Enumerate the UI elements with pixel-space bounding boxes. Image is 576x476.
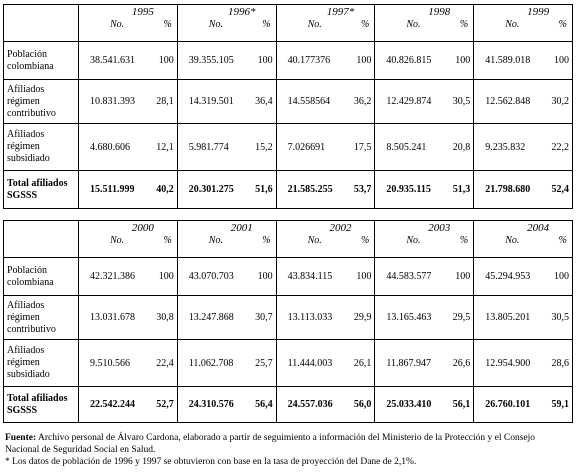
col-no-label: No. (307, 235, 322, 246)
table-row (4, 296, 573, 340)
count-value: 4.680.606 (90, 141, 130, 153)
count-value: 39.355.105 (188, 55, 234, 66)
year-label: 1995 (131, 6, 154, 18)
percent-value: 100 (158, 271, 174, 282)
count-value: 12.562.848 (485, 96, 531, 107)
percent-value: 100 (455, 271, 471, 282)
data-cell (79, 258, 178, 296)
percent-value: 56,1 (452, 399, 471, 410)
col-pct-label: % (163, 235, 172, 246)
count-value: 13.031.678 (90, 312, 135, 323)
count-value: 12.429.874 (386, 96, 432, 107)
percent-value: 20,8 (452, 141, 471, 153)
year-label: 2004 (527, 222, 550, 234)
year-header (79, 221, 178, 258)
percent-value: 29,9 (353, 312, 372, 323)
year-header (474, 221, 573, 258)
percent-value: 22,4 (156, 357, 174, 369)
data-cell (375, 258, 474, 296)
count-value: 24.557.036 (287, 399, 333, 410)
percent-value: 36,4 (255, 96, 273, 107)
percent-value: 52,4 (551, 184, 569, 195)
percent-value: 30,8 (156, 312, 174, 323)
col-pct-label: % (459, 235, 469, 246)
data-cell (177, 296, 276, 340)
affiliation-table-2000-2004 (3, 220, 573, 423)
row-label: Afiliados régimen contributivo (4, 296, 79, 340)
row-label: Población colombiana (4, 42, 79, 80)
data-cell (375, 124, 474, 171)
row-label: Afiliados régimen subsidiado (4, 124, 79, 171)
col-no-label: No. (505, 19, 520, 30)
year-label: 2000 (131, 222, 154, 234)
count-value: 38.541.631 (90, 55, 135, 66)
data-cell (79, 80, 178, 124)
count-value: 5.981.774 (188, 141, 229, 153)
data-cell (375, 42, 474, 80)
percent-value: 100 (455, 55, 471, 66)
year-header (474, 5, 573, 42)
source-note (5, 432, 571, 456)
count-value: 43.834.115 (287, 271, 333, 282)
data-cell (276, 387, 375, 423)
data-cell (375, 80, 474, 124)
data-cell (79, 340, 178, 387)
data-cell (177, 42, 276, 80)
year-header (79, 5, 178, 42)
percent-value: 100 (356, 271, 372, 282)
percent-value: 100 (356, 55, 372, 66)
count-value: 15.511.999 (90, 184, 135, 195)
data-cell (474, 80, 573, 124)
percent-value: 28,6 (551, 357, 569, 369)
data-cell (177, 124, 276, 171)
count-value: 40.177376 (287, 55, 331, 66)
count-value: 44.583.577 (386, 271, 432, 282)
source-text: Archivo personal de Álvaro Cardona, elaborado a partir de seguimiento a información del Ministerio de la Protección y el Consejo Nacional de Seguridad Social en Salud. (5, 433, 536, 455)
count-value: 10.831.393 (90, 96, 135, 107)
percent-value: 25,7 (255, 357, 273, 369)
source-label: Fuente: (5, 433, 37, 443)
data-cell (276, 124, 375, 171)
count-value: 21.585.255 (287, 184, 333, 195)
data-cell (79, 171, 178, 209)
percent-value: 30,5 (452, 96, 471, 107)
year-header (177, 221, 276, 258)
data-cell (375, 296, 474, 340)
data-cell (474, 296, 573, 340)
data-cell (276, 340, 375, 387)
count-value: 14.319.501 (188, 96, 234, 107)
count-value: 45.294.953 (485, 271, 531, 282)
table-row (4, 124, 573, 171)
table-row (4, 258, 573, 296)
percent-value: 26,6 (452, 357, 471, 369)
year-header (375, 221, 474, 258)
count-value: 14.558564 (287, 96, 331, 107)
data-cell (474, 340, 573, 387)
count-value: 40.826.815 (386, 55, 432, 66)
count-value: 11.867.947 (386, 357, 432, 369)
year-label: 1996* (227, 6, 256, 18)
col-no-label: No. (505, 235, 520, 246)
data-cell (474, 171, 573, 209)
count-value: 22.542.244 (90, 399, 135, 410)
percent-value: 100 (257, 271, 273, 282)
table-row (4, 42, 573, 80)
percent-value: 15,2 (255, 141, 273, 153)
percent-value: 30,7 (255, 312, 273, 323)
count-value: 21.798.680 (485, 184, 531, 195)
data-cell (474, 124, 573, 171)
count-value: 20.301.275 (188, 184, 234, 195)
count-value: 25.033.410 (386, 399, 432, 410)
data-cell (79, 387, 178, 423)
data-cell (276, 258, 375, 296)
data-cell (375, 340, 474, 387)
year-header-row (4, 5, 573, 42)
count-value: 20.935.115 (386, 184, 431, 195)
year-label: 2002 (329, 222, 352, 234)
count-value: 13.165.463 (386, 312, 432, 323)
percent-value: 12,1 (156, 141, 174, 153)
data-cell (177, 387, 276, 423)
col-no-label: No. (110, 235, 125, 246)
data-cell (276, 171, 375, 209)
percent-value: 30,2 (551, 96, 569, 107)
percent-value: 51,3 (452, 184, 471, 195)
count-value: 43.070.703 (188, 271, 234, 282)
data-cell (177, 258, 276, 296)
col-no-label: No. (208, 235, 223, 246)
row-label: Total afiliados SGSSS (4, 387, 79, 423)
data-cell (375, 387, 474, 423)
total-row (4, 387, 573, 423)
percent-value: 40,2 (156, 184, 174, 195)
footnote: * Los datos de población de 1996 y 1997 se obtuvieron con base en la tasa de proyección del Dane de 2,1%. (5, 457, 417, 467)
table-row (4, 340, 573, 387)
col-no-label: No. (406, 19, 421, 30)
year-label: 2001 (230, 222, 253, 234)
data-cell (474, 258, 573, 296)
col-pct-label: % (558, 19, 567, 30)
percent-value: 28,1 (156, 96, 174, 107)
data-cell (276, 42, 375, 80)
count-value: 41.589.018 (485, 55, 531, 66)
col-no-label: No. (110, 19, 125, 30)
affiliation-table-1995-1999 (3, 4, 573, 209)
year-label: 1997* (326, 6, 355, 18)
count-value: 26.760.101 (485, 399, 531, 410)
corner-cell (4, 5, 79, 42)
percent-value: 36,2 (353, 96, 372, 107)
count-value: 13.805.201 (485, 312, 531, 323)
data-cell (474, 387, 573, 423)
count-value: 11.062.708 (188, 357, 234, 369)
year-header-row (4, 221, 573, 258)
col-pct-label: % (262, 19, 271, 30)
data-cell (177, 340, 276, 387)
row-label: Total afiliados SGSSS (4, 171, 79, 209)
count-value: 24.310.576 (188, 399, 234, 410)
percent-value: 30,5 (551, 312, 569, 323)
data-cell (79, 42, 178, 80)
percent-value: 59,1 (551, 399, 569, 410)
corner-cell (4, 221, 79, 258)
year-header (276, 221, 375, 258)
data-cell (276, 296, 375, 340)
count-value: 9.235.832 (485, 141, 526, 153)
table-row (4, 80, 573, 124)
count-value: 13.113.033 (287, 312, 333, 323)
count-value: 9.510.566 (90, 357, 130, 369)
count-value: 11.444.003 (287, 357, 333, 369)
total-row (4, 171, 573, 209)
count-value: 7.026691 (287, 141, 326, 153)
count-value: 13.247.868 (188, 312, 234, 323)
year-header (276, 5, 375, 42)
percent-value: 56,0 (353, 399, 372, 410)
year-label: 1998 (428, 6, 451, 18)
percent-value: 53,7 (353, 184, 372, 195)
data-cell (79, 124, 178, 171)
col-no-label: No. (307, 19, 322, 30)
percent-value: 51,6 (255, 184, 273, 195)
count-value: 42.321.386 (90, 271, 135, 282)
year-header (177, 5, 276, 42)
percent-value: 56,4 (255, 399, 273, 410)
col-no-label: No. (406, 235, 421, 246)
count-value: 8.505.241 (386, 141, 427, 153)
col-pct-label: % (262, 235, 271, 246)
col-pct-label: % (361, 235, 370, 246)
year-label: 2003 (428, 222, 451, 234)
year-label: 1999 (527, 6, 550, 18)
percent-value: 100 (158, 55, 174, 66)
count-value: 12.954.900 (485, 357, 531, 369)
data-cell (79, 296, 178, 340)
col-pct-label: % (459, 19, 469, 30)
percent-value: 17,5 (353, 141, 372, 153)
percent-value: 26,1 (353, 357, 372, 369)
percent-value: 52,7 (156, 399, 174, 410)
col-no-label: No. (208, 19, 223, 30)
col-pct-label: % (163, 19, 172, 30)
percent-value: 100 (257, 55, 273, 66)
percent-value: 22,2 (551, 141, 569, 153)
percent-value: 100 (554, 271, 569, 282)
year-header (375, 5, 474, 42)
data-cell (177, 171, 276, 209)
row-label: Afiliados régimen subsidiado (4, 340, 79, 387)
col-pct-label: % (361, 19, 370, 30)
percent-value: 100 (554, 55, 569, 66)
row-label: Población colombiana (4, 258, 79, 296)
percent-value: 29,5 (452, 312, 471, 323)
data-cell (177, 80, 276, 124)
row-label: Afiliados régimen contributivo (4, 80, 79, 124)
data-cell (474, 42, 573, 80)
data-cell (375, 171, 474, 209)
data-cell (276, 80, 375, 124)
col-pct-label: % (558, 235, 567, 246)
